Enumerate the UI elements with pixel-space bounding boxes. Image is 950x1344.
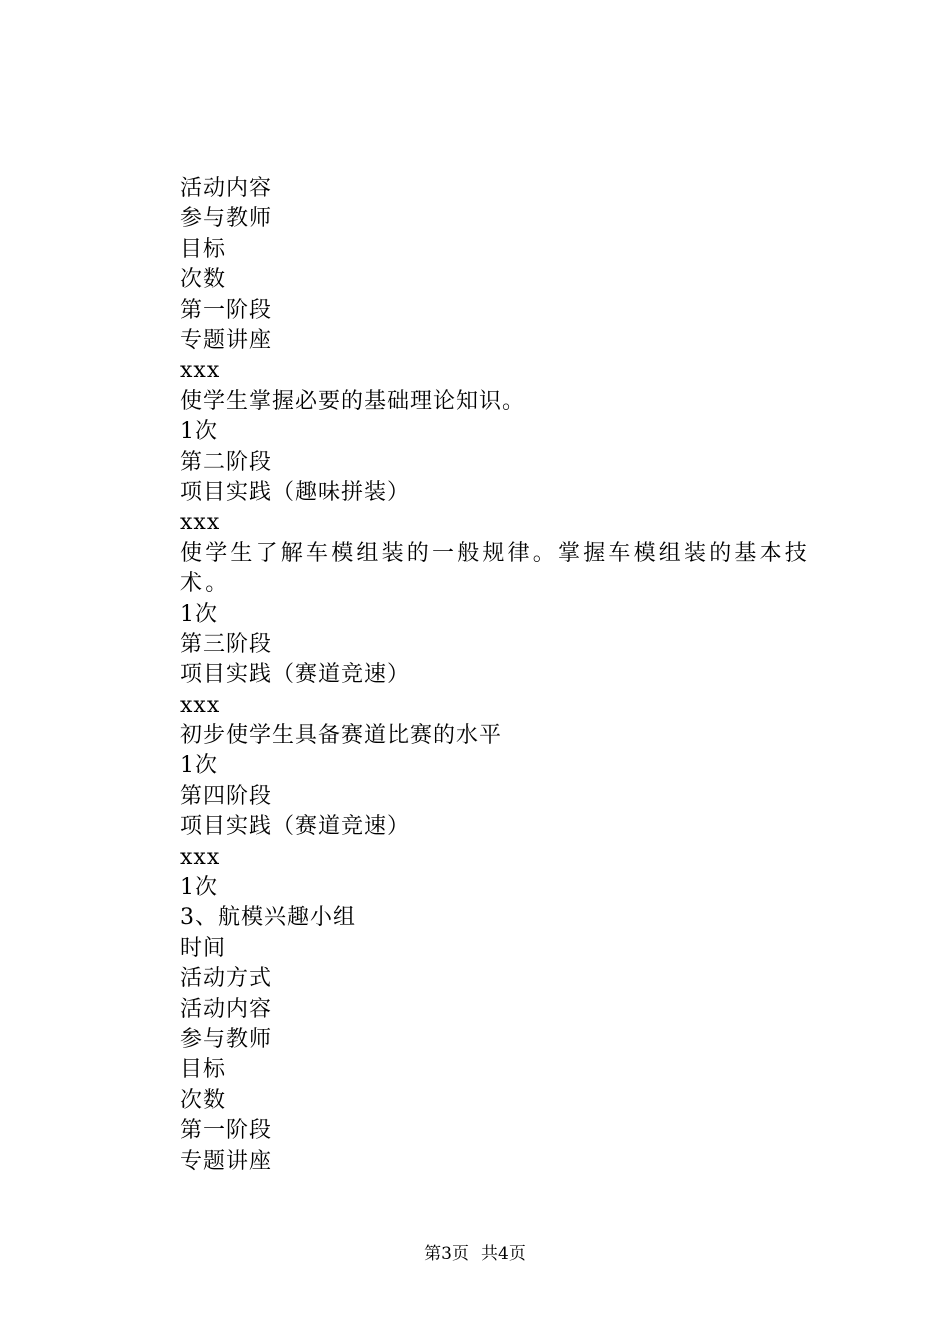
text-line: 初步使学生具备赛道比赛的水平 bbox=[180, 723, 503, 749]
text-line: 时间 bbox=[180, 935, 227, 961]
text-line: 第三阶段 bbox=[180, 631, 273, 657]
text-line: 专题讲座 bbox=[180, 1148, 273, 1174]
text-line: 1次 bbox=[180, 753, 218, 779]
text-line: 1次 bbox=[180, 875, 218, 901]
text-line: 第二阶段 bbox=[180, 449, 273, 475]
text-line: 项目实践（赛道竞速） bbox=[180, 814, 411, 840]
text-line: 1次 bbox=[180, 601, 218, 627]
section-heading: 3、航模兴趣小组 bbox=[180, 905, 356, 931]
text-line: 活动方式 bbox=[180, 966, 273, 992]
text-line: 专题讲座 bbox=[180, 327, 273, 353]
text-line: 目标 bbox=[180, 236, 227, 262]
text-line: 第四阶段 bbox=[180, 783, 273, 809]
text-line: 活动内容 bbox=[180, 996, 273, 1022]
text-line: 项目实践（趣味拼装） bbox=[180, 479, 411, 505]
text-line: 参与教师 bbox=[180, 206, 273, 232]
page-total: 共4页 bbox=[481, 1244, 526, 1264]
text-line: 次数 bbox=[180, 267, 227, 293]
text-line: 次数 bbox=[180, 1087, 227, 1113]
text-line: 第一阶段 bbox=[180, 297, 273, 323]
text-paragraph: 使学生了解车模组装的一般规律。掌握车模组装的基本技术。 bbox=[180, 540, 811, 597]
text-line: xxx bbox=[180, 510, 221, 536]
text-line: xxx bbox=[180, 692, 221, 718]
document-body bbox=[130, 174, 835, 1177]
text-line: 活动内容 bbox=[180, 176, 273, 201]
text-line: 第一阶段 bbox=[180, 1118, 273, 1144]
text-line: xxx bbox=[180, 844, 221, 870]
page-footer bbox=[0, 1242, 950, 1266]
text-line: 目标 bbox=[180, 1057, 227, 1083]
text-line: xxx bbox=[180, 358, 221, 384]
text-line: 参与教师 bbox=[180, 1026, 273, 1052]
text-line: 1次 bbox=[180, 419, 218, 445]
text-line: 项目实践（赛道竞速） bbox=[180, 662, 411, 688]
page-number: 第3页 bbox=[424, 1244, 469, 1264]
text-line: 使学生掌握必要的基础理论知识。 bbox=[180, 388, 526, 414]
